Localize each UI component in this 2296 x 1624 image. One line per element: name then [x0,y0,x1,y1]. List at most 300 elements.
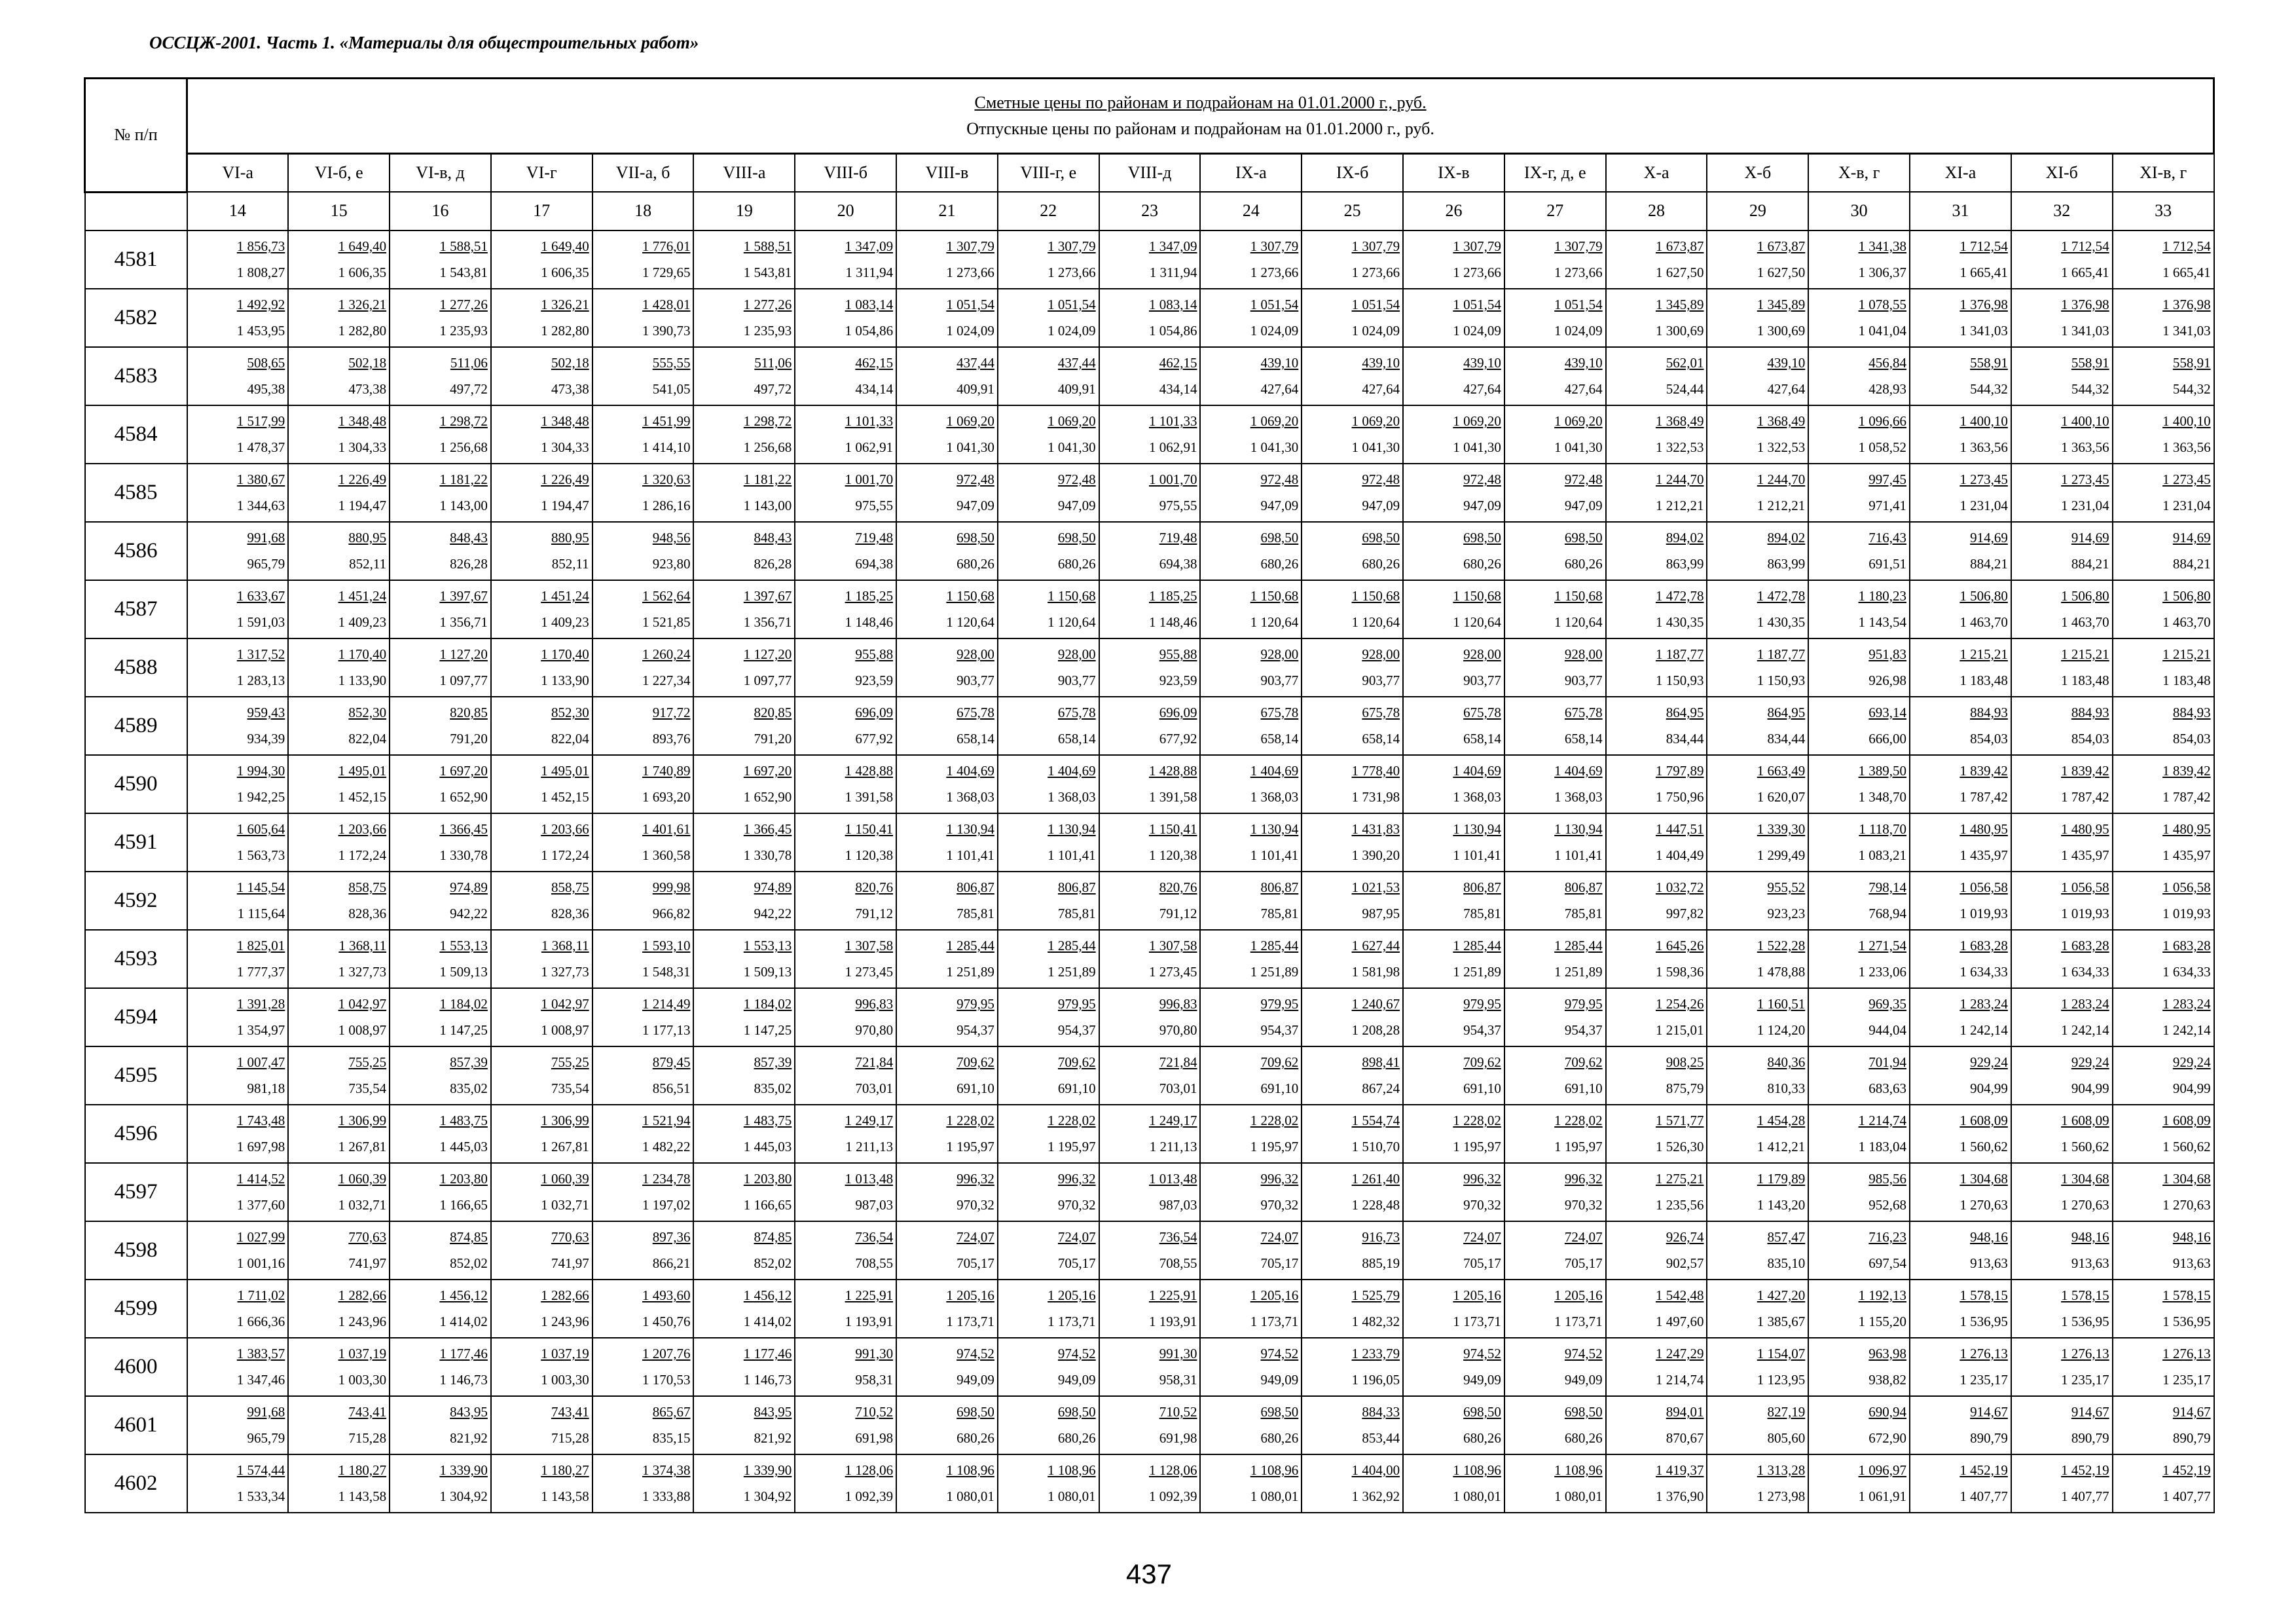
estimate-price: 1 542,48 [1655,1287,1704,1303]
estimate-price: 1 839,42 [2061,763,2109,779]
table-row [85,697,2214,755]
release-price: 1 509,13 [439,964,488,980]
estimate-price: 974,89 [754,879,792,895]
release-price: 791,20 [450,731,488,747]
release-price: 1 478,37 [236,439,285,455]
release-price: 1 533,34 [236,1488,285,1504]
release-price: 1 363,56 [2162,439,2211,455]
release-price: 1 173,71 [1453,1314,1501,1329]
column-number: 26 [1403,192,1504,231]
price-cell [1504,1163,1606,1221]
estimate-price: 1 578,15 [2061,1287,2109,1303]
release-price: 703,01 [1159,1080,1197,1096]
release-price: 1 041,30 [1554,439,1603,455]
release-price: 1 407,77 [1959,1488,2008,1504]
estimate-price: 675,78 [1057,705,1096,720]
release-price: 1 041,30 [1351,439,1400,455]
estimate-price: 1 483,75 [439,1113,488,1128]
estimate-price: 1 389,50 [1858,763,1907,779]
price-cell [1606,1454,1707,1513]
price-cell [1200,988,1302,1046]
estimate-price: 1 400,10 [1959,413,2008,429]
price-cell [1302,405,1403,464]
release-price: 828,36 [348,906,387,921]
price-cell [2113,1396,2214,1454]
estimate-price: 979,95 [1564,996,1603,1012]
price-cell [1302,755,1403,813]
row-id: 4602 [85,1454,187,1513]
price-cell [1302,638,1403,697]
price-cell [998,522,1099,580]
release-price: 954,37 [1564,1022,1603,1038]
column-number: 16 [390,192,491,231]
estimate-price: 1 776,01 [642,238,691,254]
estimate-price: 1 368,11 [541,938,589,953]
estimate-price: 755,25 [551,1054,589,1070]
price-cell [1707,1221,1808,1280]
estimate-price: 1 608,09 [2061,1113,2109,1128]
release-price: 913,63 [1970,1255,2008,1271]
estimate-price: 1 056,58 [2162,879,2211,895]
price-cell [1504,755,1606,813]
estimate-price: 848,43 [754,530,792,545]
estimate-price: 858,75 [348,879,387,895]
price-cell [1707,930,1808,988]
release-price: 970,32 [1260,1197,1299,1213]
release-price: 828,36 [551,906,589,921]
price-cell [1606,697,1707,755]
release-price: 680,26 [1463,556,1501,572]
estimate-price: 857,39 [450,1054,488,1070]
release-price: 890,79 [1970,1430,2008,1446]
release-price: 1 300,69 [1757,323,1806,339]
estimate-price: 1 160,51 [1757,996,1806,1012]
price-cell [2011,1163,2113,1221]
price-cell [1504,638,1606,697]
table-row [85,872,2214,930]
title-estimate-prices: Сметные цены по районам и подрайонам на 01.01.2000 г., руб. [974,93,1427,112]
price-cell [2113,813,2214,872]
estimate-price: 1 037,19 [541,1346,589,1361]
release-price: 1 482,22 [642,1139,691,1154]
estimate-price: 1 180,23 [1858,588,1907,604]
price-cell [693,1105,795,1163]
price-cell [795,813,896,872]
estimate-price: 894,01 [1666,1404,1704,1420]
estimate-price: 1 307,79 [1554,238,1603,254]
release-price: 1 019,93 [2162,906,2211,921]
estimate-price: 1 304,68 [2162,1171,2211,1187]
price-cell [693,231,795,289]
estimate-price: 1 404,69 [1048,763,1096,779]
estimate-price: 1 228,02 [1554,1113,1603,1128]
estimate-price: 1 181,22 [439,471,488,487]
price-cell [1910,289,2011,347]
estimate-price: 1 170,40 [541,646,589,662]
estimate-price: 1 283,24 [1959,996,2008,1012]
column-number: 18 [592,192,694,231]
estimate-price: 1 234,78 [642,1171,691,1187]
price-cell [998,1046,1099,1105]
price-cell [1200,930,1302,988]
release-price: 1 024,09 [1250,323,1299,339]
release-price: 1 697,98 [236,1139,285,1154]
price-cell [1504,813,1606,872]
release-price: 1 606,35 [541,265,589,280]
price-cell [1302,1105,1403,1163]
price-cell [1403,930,1504,988]
estimate-price: 969,35 [1868,996,1907,1012]
release-price: 1 273,66 [1453,265,1501,280]
estimate-price: 675,78 [1362,705,1400,720]
estimate-price: 1 271,54 [1858,938,1907,953]
row-id: 4593 [85,930,187,988]
table-row [85,231,2214,289]
estimate-price: 1 285,44 [1250,938,1299,953]
estimate-price: 1 588,51 [439,238,488,254]
price-cell [1606,872,1707,930]
price-cell [2011,1280,2113,1338]
estimate-price: 1 069,20 [1351,413,1400,429]
estimate-price: 1 578,15 [2162,1287,2211,1303]
estimate-price: 709,62 [957,1054,994,1070]
release-price: 1 344,63 [236,498,285,513]
region-header: VI-г [491,154,592,193]
estimate-price: 852,30 [551,705,589,720]
estimate-price: 696,09 [1159,705,1197,720]
region-header: X-в, г [1808,154,1910,193]
release-price: 785,81 [1463,906,1501,921]
release-price: 867,24 [1362,1080,1400,1096]
release-price: 473,38 [551,381,589,397]
price-cell [1403,697,1504,755]
release-price: 1 097,77 [439,673,488,688]
estimate-price: 806,87 [1057,879,1096,895]
price-cell [1606,638,1707,697]
price-cell [1606,1221,1707,1280]
price-cell [1099,1046,1201,1105]
price-cell [1302,1338,1403,1396]
estimate-price: 820,76 [855,879,894,895]
price-cell [1200,813,1302,872]
estimate-price: 1 348,48 [338,413,387,429]
estimate-price: 1 051,54 [946,297,994,312]
estimate-price: 1 605,64 [236,821,285,837]
estimate-price: 1 683,28 [1959,938,2008,953]
price-cell [2011,755,2113,813]
estimate-price: 914,67 [1970,1404,2008,1420]
price-cell [896,1163,998,1221]
release-price: 691,98 [1159,1430,1197,1446]
estimate-price: 884,93 [2172,705,2211,720]
release-price: 1 414,02 [743,1314,792,1329]
release-price: 885,19 [1362,1255,1400,1271]
estimate-price: 1 345,89 [1655,297,1704,312]
estimate-price: 1 608,09 [2162,1113,2211,1128]
release-price: 1 143,58 [541,1488,589,1504]
price-cell [795,755,896,813]
release-price: 1 032,71 [541,1197,589,1213]
price-cell [491,522,592,580]
release-price: 1 598,36 [1655,964,1704,980]
price-cell [1302,522,1403,580]
price-cell [1910,347,2011,405]
estimate-price: 721,84 [1159,1054,1197,1070]
release-price: 1 311,94 [1149,265,1197,280]
price-cell [1808,1396,1910,1454]
estimate-price: 1 205,16 [1048,1287,1096,1303]
release-price: 1 120,64 [946,614,994,630]
price-cell [2011,1454,2113,1513]
estimate-price: 1 001,70 [1148,471,1197,487]
estimate-price: 1 697,20 [743,763,792,779]
estimate-price: 1 179,89 [1757,1171,1806,1187]
release-price: 981,18 [247,1080,285,1096]
estimate-price: 462,15 [855,355,894,371]
estimate-price: 675,78 [957,705,994,720]
release-price: 427,64 [1362,381,1400,397]
price-cell [1504,1396,1606,1454]
estimate-price: 1 778,40 [1351,763,1400,779]
release-price: 1 195,97 [1048,1139,1096,1154]
price-cell [1403,1046,1504,1105]
estimate-price: 1 150,41 [1148,821,1197,837]
estimate-price: 1 313,28 [1757,1462,1806,1478]
price-cell [693,580,795,638]
estimate-price: 675,78 [1564,705,1603,720]
release-price: 1 627,50 [1655,265,1704,280]
price-cell [187,988,289,1046]
price-cell [2113,930,2214,988]
estimate-price: 1 404,00 [1351,1462,1400,1478]
estimate-price: 820,76 [1159,879,1197,895]
price-cell [2011,930,2113,988]
price-cell [1099,1338,1201,1396]
estimate-price: 1 051,54 [1351,297,1400,312]
release-price: 970,32 [1463,1197,1501,1213]
price-cell [998,813,1099,872]
release-price: 822,04 [551,731,589,747]
estimate-price: 1 187,77 [1655,646,1704,662]
estimate-price: 874,85 [450,1229,488,1245]
estimate-price: 690,94 [1868,1404,1907,1420]
release-price: 1 560,62 [1959,1139,2008,1154]
release-price: 1 390,73 [642,323,691,339]
release-price: 1 235,17 [2162,1372,2211,1388]
estimate-price: 974,52 [1260,1346,1299,1361]
estimate-price: 1 304,68 [2061,1171,2109,1187]
release-price: 1 194,47 [338,498,387,513]
release-price: 1 251,89 [1250,964,1299,980]
estimate-price: 1 244,70 [1655,471,1704,487]
estimate-price: 1 400,10 [2061,413,2109,429]
price-cell [2113,231,2214,289]
estimate-price: 1 083,14 [845,297,894,312]
release-price: 1 634,33 [1959,964,2008,980]
estimate-price: 755,25 [348,1054,387,1070]
price-cell [1808,1280,1910,1338]
estimate-price: 1 145,54 [236,879,285,895]
estimate-price: 991,30 [855,1346,894,1361]
price-cell [1302,1163,1403,1221]
estimate-price: 698,50 [1362,530,1400,545]
price-cell [998,697,1099,755]
estimate-price: 1 383,57 [236,1346,285,1361]
release-price: 971,41 [1868,498,1907,513]
release-price: 1 356,71 [439,614,488,630]
release-price: 875,79 [1666,1080,1704,1096]
price-cell [2011,522,2113,580]
price-cell [1808,638,1910,697]
estimate-price: 1 743,48 [236,1113,285,1128]
estimate-price: 1 249,17 [845,1113,894,1128]
title-release-prices: Отпускные цены по районам и подрайонам на 01.01.2000 г., руб. [966,119,1434,138]
price-cell [693,930,795,988]
estimate-price: 1 307,79 [946,238,994,254]
estimate-price: 1 051,54 [1250,297,1299,312]
price-cell [1099,1105,1201,1163]
estimate-price: 1 205,16 [1554,1287,1603,1303]
price-cell [1707,755,1808,813]
release-price: 735,54 [348,1080,387,1096]
price-cell [1606,1046,1707,1105]
price-cell [288,1338,390,1396]
price-cell [1099,755,1201,813]
region-header: VI-а [187,154,289,193]
release-price: 1 445,03 [743,1139,792,1154]
price-cell [896,988,998,1046]
price-cell [592,755,694,813]
release-price: 1 173,71 [1250,1314,1299,1329]
price-cell [2113,347,2214,405]
price-cell [491,347,592,405]
estimate-price: 1 339,90 [743,1462,792,1478]
release-price: 791,12 [1159,906,1197,921]
price-cell [288,1396,390,1454]
price-cell [288,1046,390,1105]
price-cell [1099,289,1201,347]
estimate-price: 1 404,69 [1250,763,1299,779]
release-price: 1 211,13 [1149,1139,1197,1154]
release-price: 987,95 [1362,906,1400,921]
release-price: 1 560,62 [2061,1139,2109,1154]
price-cell [187,1163,289,1221]
price-cell [896,697,998,755]
price-cell [1910,813,2011,872]
price-cell [592,988,694,1046]
estimate-price: 857,39 [754,1054,792,1070]
price-cell [491,930,592,988]
price-cell [1403,638,1504,697]
price-cell [288,522,390,580]
price-cell [1808,697,1910,755]
estimate-price: 1 150,68 [1351,588,1400,604]
release-price: 1 101,41 [1250,847,1299,863]
release-price: 694,38 [1159,556,1197,572]
estimate-price: 1 225,91 [1148,1287,1197,1303]
release-price: 708,55 [855,1255,894,1271]
release-price: 1 097,77 [743,673,792,688]
price-cell [1910,638,2011,697]
estimate-price: 1 298,72 [439,413,488,429]
estimate-price: 1 013,48 [845,1171,894,1187]
release-price: 1 341,03 [2061,323,2109,339]
price-cell [187,872,289,930]
release-price: 1 062,91 [845,439,894,455]
estimate-price: 1 506,80 [2061,588,2109,604]
release-price: 1 146,73 [439,1372,488,1388]
estimate-price: 1 096,66 [1858,413,1907,429]
release-price: 987,03 [1159,1197,1197,1213]
release-price: 1 283,13 [236,673,285,688]
release-price: 1 041,30 [1048,439,1096,455]
price-cell [1099,638,1201,697]
release-price: 1 376,90 [1655,1488,1704,1504]
region-header: IX-а [1200,154,1302,193]
estimate-price: 1 181,22 [743,471,792,487]
release-price: 1 665,41 [1959,265,2008,280]
estimate-price: 1 185,25 [845,588,894,604]
estimate-price: 972,48 [1564,471,1603,487]
release-price: 1 256,68 [439,439,488,455]
price-cell [1606,813,1707,872]
estimate-price: 1 051,54 [1048,297,1096,312]
estimate-price: 951,83 [1868,646,1907,662]
price-cell [288,930,390,988]
price-cell [1606,1105,1707,1163]
price-cell [1302,813,1403,872]
estimate-price: 820,85 [754,705,792,720]
release-price: 1 019,93 [1959,906,2008,921]
estimate-price: 1 366,45 [439,821,488,837]
price-cell [1302,1221,1403,1280]
price-cell [1606,1338,1707,1396]
price-cell [390,755,491,813]
release-price: 1 385,67 [1757,1314,1806,1329]
price-cell [998,1338,1099,1396]
price-cell [1606,988,1707,1046]
release-price: 913,63 [2071,1255,2109,1271]
price-cell [1200,1396,1302,1454]
estimate-price: 1 428,88 [845,763,894,779]
release-price: 1 304,92 [439,1488,488,1504]
release-price: 1 120,38 [845,847,894,863]
estimate-price: 1 276,13 [2061,1346,2109,1361]
release-price: 1 124,20 [1757,1022,1806,1038]
column-number: 20 [795,192,896,231]
estimate-price: 1 060,39 [338,1171,387,1187]
estimate-price: 1 285,44 [1048,938,1096,953]
release-price: 1 563,73 [236,847,285,863]
estimate-price: 1 368,49 [1757,413,1806,429]
table-row [85,405,2214,464]
release-price: 1 368,03 [1554,789,1603,805]
estimate-price: 843,95 [450,1404,488,1420]
estimate-price: 1 307,79 [1453,238,1501,254]
release-price: 735,54 [551,1080,589,1096]
price-cell [1302,1046,1403,1105]
estimate-price: 1 307,79 [1250,238,1299,254]
release-price: 1 634,33 [2162,964,2211,980]
column-number: 23 [1099,192,1201,231]
estimate-price: 991,68 [247,1404,285,1420]
row-id: 4590 [85,755,187,813]
release-price: 1 273,66 [1250,265,1299,280]
row-id: 4598 [85,1221,187,1280]
estimate-price: 1 185,25 [1148,588,1197,604]
price-cell [390,231,491,289]
price-cell [998,1163,1099,1221]
